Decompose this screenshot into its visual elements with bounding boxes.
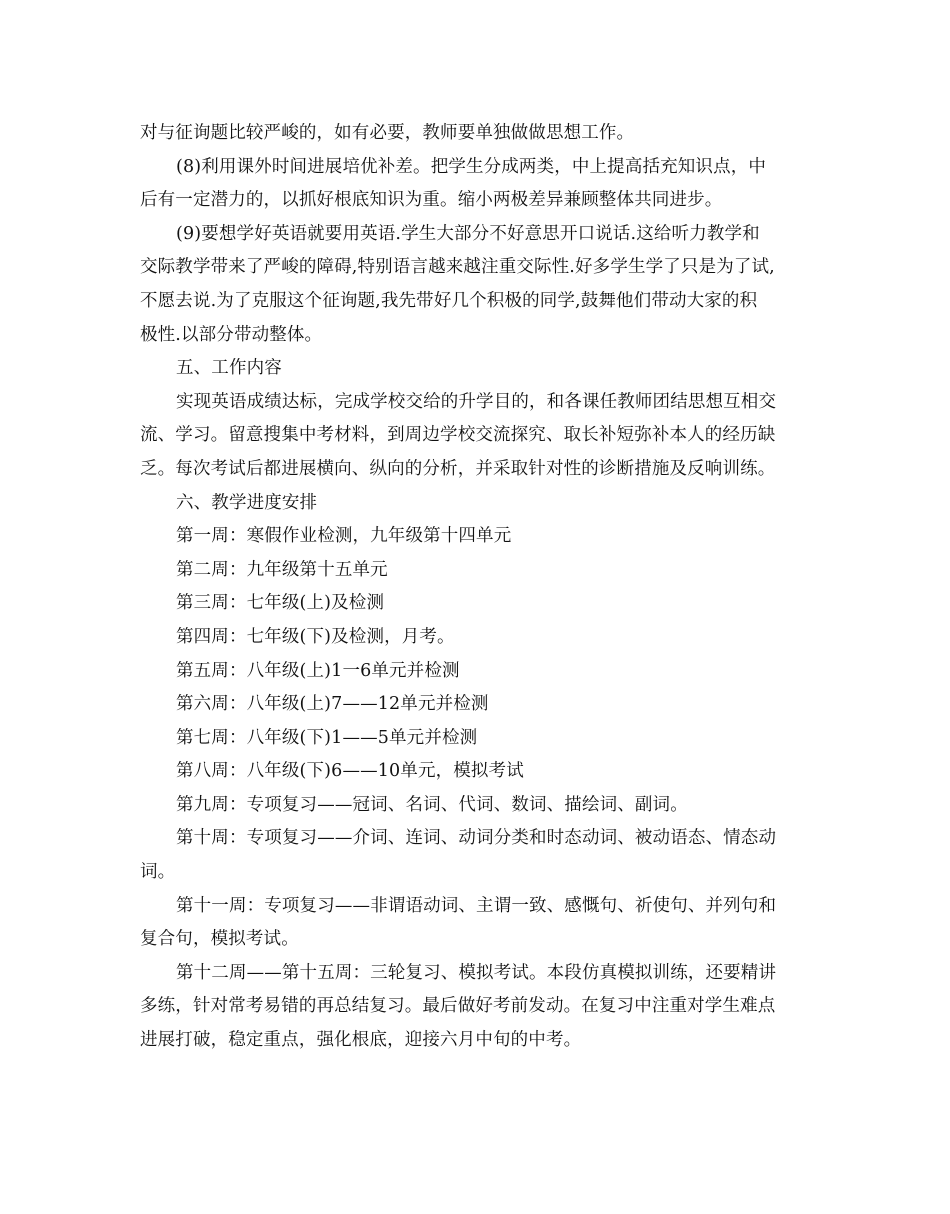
schedule-item: 第六周：八年级(上)7——12单元并检测 xyxy=(176,694,489,715)
text-line: 不愿去说.为了克服这个征询题,我先带好几个积极的同学,鼓舞他们带动大家的积 xyxy=(140,290,758,311)
document-body xyxy=(140,117,812,1058)
text-line: 进展打破，稳定重点，强化根底，迎接六月中旬的中考。 xyxy=(140,1030,582,1051)
section-heading: 六、教学进度安排 xyxy=(176,492,318,513)
text-line: 乏。每次考试后都进展横向、纵向的分析，并采取针对性的诊断措施及反响训练。 xyxy=(140,458,776,479)
schedule-item: 第十周：专项复习——介词、连词、动词分类和时态动词、被动语态、情态动 xyxy=(176,828,777,849)
schedule-item: 第七周：八年级(下)1——5单元并检测 xyxy=(176,727,478,748)
section-heading: 五、工作内容 xyxy=(176,358,282,379)
text-line: 词。 xyxy=(140,862,176,883)
text-line: (9)要想学好英语就要用英语.学生大部分不好意思开口说话.这给听力教学和 xyxy=(176,223,760,244)
text-line: 极性.以部分带动整体。 xyxy=(140,324,323,345)
schedule-item: 第五周：八年级(上)1一6单元并检测 xyxy=(176,660,460,681)
text-line: 多练，针对常考易错的再总结复习。最后做好考前发动。在复习中注重对学生难点 xyxy=(140,996,776,1017)
text-line: 实现英语成绩达标，完成学校交给的升学目的，和各课任教师团结思想互相交 xyxy=(176,391,777,412)
schedule-item: 第二周：九年级第十五单元 xyxy=(176,559,388,580)
text-line: 流、学习。留意搜集中考材料，到周边学校交流探究、取长补短弥补本人的经历缺 xyxy=(140,425,776,446)
schedule-item: 第四周：七年级(下)及检测，月考。 xyxy=(176,626,455,647)
text-line: (8)利用课外时间进展培优补差。把学生分成两类，中上提高括充知识点，中 xyxy=(176,156,767,177)
text-line: 复合句，模拟考试。 xyxy=(140,929,299,950)
schedule-item: 第十一周：专项复习——非谓语动词、主谓一致、感慨句、祈使句、并列句和 xyxy=(176,895,777,916)
schedule-item: 第三周：七年级(上)及检测 xyxy=(176,593,385,614)
text-line: 对与征询题比较严峻的，如有必要，教师要单独做做思想工作。 xyxy=(140,123,635,143)
schedule-item: 第十二周——第十五周：三轮复习、模拟考试。本段仿真模拟训练，还要精讲 xyxy=(176,962,777,983)
schedule-item: 第一周：寒假作业检测，九年级第十四单元 xyxy=(176,526,512,547)
schedule-item: 第九周：专项复习——冠词、名词、代词、数词、描绘词、副词。 xyxy=(176,794,688,815)
schedule-item: 第八周：八年级(下)6——10单元，模拟考试 xyxy=(176,761,524,782)
text-line: 后有一定潜力的，以抓好根底知识为重。缩小两极差异兼顾整体共同进步。 xyxy=(140,190,723,211)
text-line: 交际教学带来了严峻的障碍,特别语言越来越注重交际性.好多学生学了只是为了试, xyxy=(140,257,775,278)
